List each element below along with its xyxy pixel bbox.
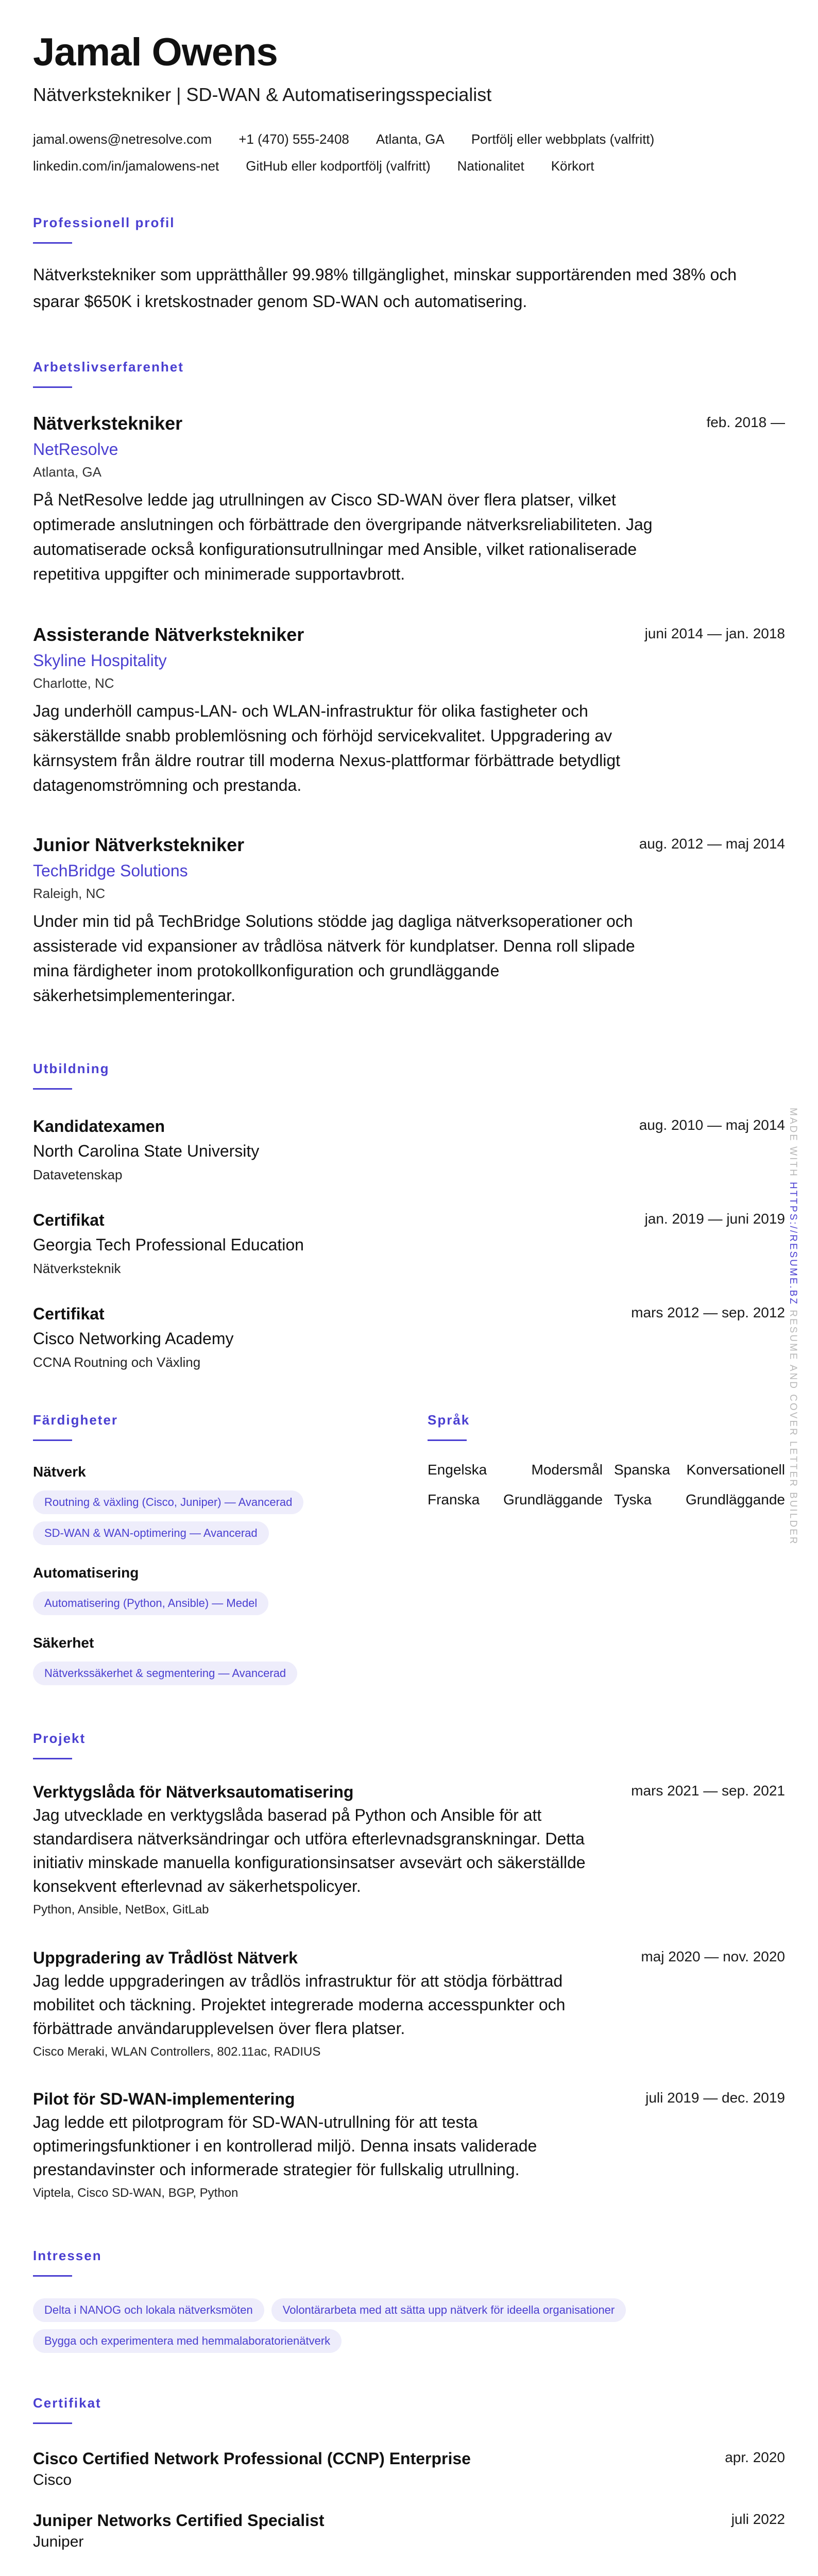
builder-credit: [787, 1108, 798, 1546]
profile-summary: Nätverkstekniker som upprätthåller 99.98% tillgänglighet, minskar supportärenden med 38% och sparar $650K i kretskostnader genom SD-WAN och automatisering.: [33, 265, 737, 311]
experience-item: [33, 834, 785, 1008]
section-divider: [33, 1439, 72, 1441]
project-date: mars 2021 — sep. 2021: [631, 1783, 785, 1799]
certificate-name: Cisco Certified Network Professional (CCNP) Enterprise: [33, 2449, 471, 2468]
education-date: aug. 2010 — maj 2014: [639, 1117, 785, 1133]
language-item: [614, 1489, 785, 1520]
project-date: maj 2020 — nov. 2020: [641, 1948, 785, 1964]
school-name: Georgia Tech Professional Education: [33, 1235, 304, 1254]
credit-link[interactable]: HTTPS://RESUME.BZ: [788, 1182, 798, 1306]
language-level: Modersmål: [531, 1462, 603, 1478]
credit-prefix: MADE WITH: [788, 1108, 798, 1178]
language-name: Engelska: [428, 1462, 487, 1478]
section-divider: [33, 2275, 72, 2277]
certificate-name: Juniper Networks Certified Specialist: [33, 2511, 325, 2530]
language-item: [614, 1460, 785, 1490]
project-item: [33, 1781, 785, 1919]
section-title: Projekt: [33, 1731, 86, 1746]
credit-suffix: RESUME AND COVER LETTER BUILDER: [788, 1310, 798, 1546]
school-name: Cisco Networking Academy: [33, 1329, 234, 1348]
certificate-item: [33, 2509, 785, 2552]
language-item: [428, 1460, 603, 1490]
section-divider: [33, 2422, 72, 2424]
project-description: Jag utvecklade en verktygslåda baserad på Python och Ansible för att standardisera nätverksändringar och utföra efterlevnadsgranskningar. Detta initiativ minskade manuella konfigurationsinsatser avsevärt och säkerställde konsekvent efterlevnad av säkerhetspolicyer.: [33, 1806, 586, 1895]
education-item: [33, 1209, 785, 1278]
skill-group: [33, 1564, 404, 1622]
field-of-study: Datavetenskap: [33, 1167, 123, 1182]
skill-tag: Nätverkssäkerhet & segmentering — Avancerad: [33, 1662, 297, 1685]
section-divider: [33, 1088, 72, 1090]
section-divider: [33, 1758, 72, 1759]
interests-section: [33, 2247, 785, 2360]
skill-tag: SD-WAN & WAN-optimering — Avancerad: [33, 1521, 269, 1545]
section-title: Arbetslivserfarenhet: [33, 359, 184, 375]
contact-location: Atlanta, GA: [376, 131, 445, 147]
section-divider: [33, 386, 72, 388]
section-title: Utbildning: [33, 1061, 110, 1076]
degree: Kandidatexamen: [33, 1117, 165, 1136]
language-level: Konversationell: [686, 1462, 785, 1478]
headline: Nätverkstekniker | SD-WAN & Automatiseringsspecialist: [33, 84, 492, 105]
language-name: Spanska: [614, 1462, 670, 1478]
section-title: Professionell profil: [33, 215, 175, 230]
field-of-study: CCNA Routning och Växling: [33, 1354, 201, 1370]
job-date: aug. 2012 — maj 2014: [639, 836, 785, 852]
job-title: Junior Nätverkstekniker: [33, 834, 245, 855]
skill-tag: Automatisering (Python, Ansible) — Medel: [33, 1591, 268, 1615]
certificate-item: [33, 2447, 785, 2490]
profile-section: [33, 214, 785, 315]
degree: Certifikat: [33, 1304, 105, 1323]
job-description: Jag underhöll campus-LAN- och WLAN-infrastruktur för olika fastigheter och säkerställde snabb problemlösning och förhöjd servicekvalitet. Uppgradering av kärnsystem från äldre routrar till moderna Nexus-plattformar förbättrade betydligt datagenomströmning och prestanda.: [33, 702, 621, 794]
job-location: Raleigh, NC: [33, 886, 106, 901]
skill-category: Automatisering: [33, 1565, 139, 1581]
job-company: Skyline Hospitality: [33, 651, 167, 670]
section-divider: [428, 1439, 467, 1441]
job-company: NetResolve: [33, 440, 118, 459]
school-name: North Carolina State University: [33, 1142, 260, 1160]
contact-info: [33, 126, 785, 179]
job-description: På NetResolve ledde jag utrullningen av Cisco SD-WAN över flera platser, vilket optimerade anslutningen och förbättrade den övergripande nätverksreliabiliteten. Jag automatiserade också konfigurationsutrullningar med Ansible, vilket rationaliserade repetitiva uppgifter och minimerade supportavbrott.: [33, 490, 653, 583]
language-level: Grundläggande: [503, 1492, 603, 1507]
language-name: Franska: [428, 1492, 480, 1507]
resume-page: [33, 29, 785, 2550]
section-title: Intressen: [33, 2248, 102, 2263]
contact-nationality: Nationalitet: [457, 158, 524, 174]
field-of-study: Nätverksteknik: [33, 1261, 121, 1276]
contact-license: Körkort: [551, 158, 594, 174]
certificate-date: apr. 2020: [725, 2449, 785, 2465]
job-title: Nätverkstekniker: [33, 413, 183, 434]
project-description: Jag ledde ett pilotprogram för SD-WAN-utrullning för att testa optimeringsfunktioner i en kontrollerad miljö. Denna insats validerade prestandavinster och informerade strategier för fullskalig utrullning.: [33, 2113, 537, 2179]
experience-section: [33, 359, 785, 1005]
education-date: mars 2012 — sep. 2012: [631, 1304, 785, 1320]
project-item: [33, 1946, 785, 2061]
job-date: juni 2014 — jan. 2018: [644, 625, 785, 641]
skill-category: Nätverk: [33, 1464, 86, 1480]
project-date: juli 2019 — dec. 2019: [645, 2090, 785, 2106]
job-title: Assisterande Nätverkstekniker: [33, 624, 304, 645]
contact-linkedin[interactable]: linkedin.com/in/jamalowens-net: [33, 158, 219, 174]
language-level: Grundläggande: [685, 1492, 785, 1507]
contact-portfolio[interactable]: Portfölj eller webbplats (valfritt): [471, 131, 655, 147]
job-date: feb. 2018 —: [706, 414, 785, 430]
projects-section: [33, 1730, 785, 2200]
degree: Certifikat: [33, 1211, 105, 1229]
project-name: Pilot för SD-WAN-implementering: [33, 2090, 295, 2108]
experience-item: [33, 623, 785, 798]
project-description: Jag ledde uppgraderingen av trådlös infrastruktur för att stödja förbättrad mobilitet och täckning. Projektet integrerade moderna accesspunkter och förbättrade användarupplevelsen över flera platser.: [33, 1972, 566, 2038]
job-company: TechBridge Solutions: [33, 861, 188, 880]
project-item: [33, 2088, 785, 2202]
project-name: Uppgradering av Trådlöst Nätverk: [33, 1948, 298, 1967]
job-location: Charlotte, NC: [33, 675, 114, 691]
skill-group: [33, 1634, 404, 1692]
certificate-issuer: Cisco: [33, 2471, 72, 2488]
skills-section: [33, 1412, 404, 1692]
certificate-issuer: Juniper: [33, 2533, 84, 2550]
project-tech: Cisco Meraki, WLAN Controllers, 802.11ac, RADIUS: [33, 2045, 321, 2059]
skill-group: [33, 1463, 404, 1552]
education-date: jan. 2019 — juni 2019: [644, 1211, 785, 1227]
certificate-date: juli 2022: [731, 2511, 785, 2527]
contact-github[interactable]: GitHub eller kodportfölj (valfritt): [246, 158, 431, 174]
job-location: Atlanta, GA: [33, 464, 101, 480]
section-title: Färdigheter: [33, 1412, 118, 1428]
contact-email[interactable]: jamal.owens@netresolve.com: [33, 131, 212, 147]
experience-item: [33, 412, 785, 586]
project-tech: Python, Ansible, NetBox, GitLab: [33, 1903, 209, 1917]
languages-section: [428, 1412, 785, 1527]
skill-category: Säkerhet: [33, 1635, 94, 1651]
job-description: Under min tid på TechBridge Solutions stödde jag dagliga nätverksoperationer och assisterade vid expansioner av trådlösa nätverk för kundplatser. Denna roll slipade mina färdigheter inom protokollkonfiguration och grundläggande säkerhetsimplementeringar.: [33, 912, 635, 1005]
interest-tag: Bygga och experimentera med hemmalaboratorienätverk: [33, 2329, 342, 2353]
education-item: [33, 1302, 785, 1371]
interest-tag: Delta i NANOG och lokala nätverksmöten: [33, 2298, 264, 2322]
section-title: Språk: [428, 1412, 470, 1428]
certificates-section: [33, 2395, 785, 2550]
candidate-name: Jamal Owens: [33, 30, 278, 74]
education-section: [33, 1060, 785, 1370]
section-title: Certifikat: [33, 2395, 101, 2411]
language-name: Tyska: [614, 1492, 652, 1507]
interest-tag: Volontärarbeta med att sätta upp nätverk för ideella organisationer: [271, 2298, 626, 2322]
skill-tag: Routning & växling (Cisco, Juniper) — Avancerad: [33, 1490, 303, 1514]
project-tech: Viptela, Cisco SD-WAN, BGP, Python: [33, 2186, 238, 2200]
section-divider: [33, 242, 72, 244]
language-item: [428, 1489, 603, 1520]
contact-phone[interactable]: +1 (470) 555-2408: [238, 131, 349, 147]
project-name: Verktygslåda för Nätverksautomatisering: [33, 1783, 354, 1801]
education-item: [33, 1115, 785, 1184]
